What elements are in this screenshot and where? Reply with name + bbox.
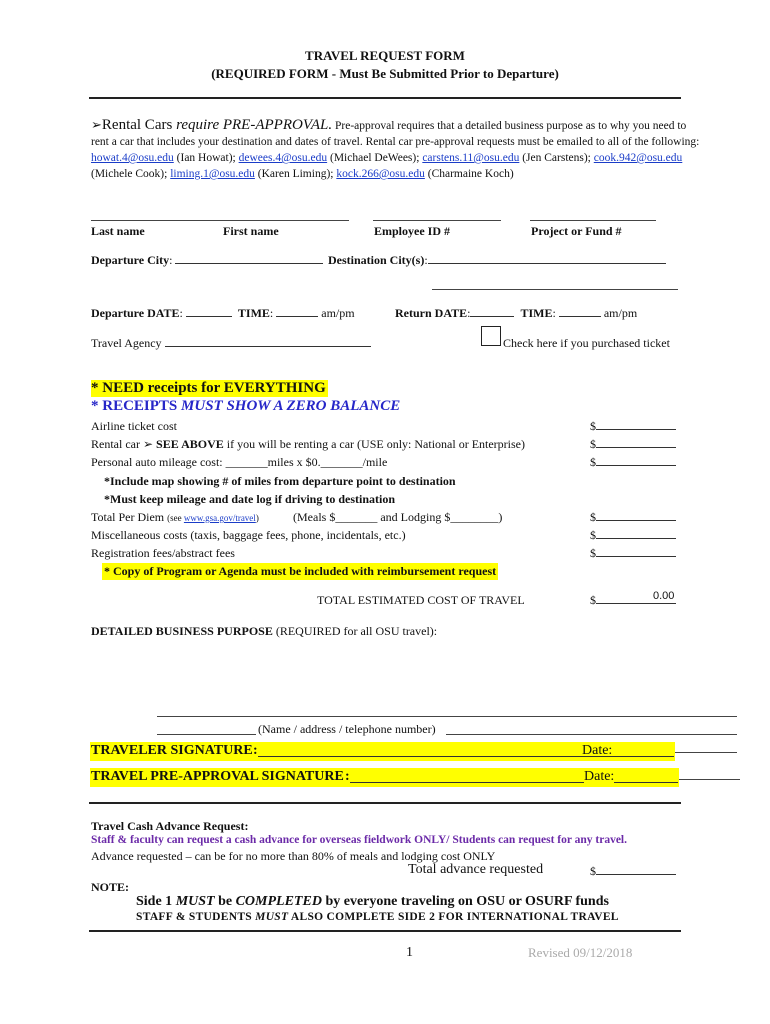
last-name-label: Last name [91, 224, 145, 238]
email-link-cook[interactable]: cook.942@osu.edu [593, 152, 683, 164]
form-title: TRAVEL REQUEST FORM [305, 48, 465, 63]
airline-cost-label: Airline ticket cost [91, 419, 177, 433]
employee-id-field-line[interactable] [373, 220, 501, 221]
departure-city-row: Departure City: [91, 253, 323, 268]
arrow-icon: ➢ [142, 437, 154, 451]
rental-cost-label: Rental car ➢ SEE ABOVE if you will be renting a car (USE only: National or Enterprise) [91, 437, 525, 451]
first-name-label: First name [223, 224, 279, 238]
return-time-field[interactable] [559, 316, 601, 317]
name-address-line-right[interactable] [446, 734, 737, 735]
advance-limit-note: Advance requested – can be for no more than 80% of meals and lodging cost ONLY [91, 849, 496, 863]
purchased-ticket-checkbox[interactable] [481, 326, 501, 346]
destination-city-field-2[interactable] [432, 289, 678, 290]
travel-agency-row: Travel Agency [91, 336, 371, 351]
purchased-ticket-label: Check here if you purchased ticket [503, 336, 670, 350]
project-fund-label: Project or Fund # [531, 224, 622, 238]
return-date-field[interactable] [470, 316, 514, 317]
mileage-cost-label: Personal auto mileage cost: _______miles x $0._______/mile [91, 455, 388, 469]
return-date-row: Return DATE: TIME: am/pm [395, 306, 638, 320]
map-note: *Include map showing # of miles from departure point to destination [104, 474, 456, 488]
zero-balance-notice: * RECEIPTS MUST SHOW A ZERO BALANCE [91, 398, 401, 414]
departure-date-field[interactable] [186, 316, 232, 317]
form-subtitle: (REQUIRED FORM - Must Be Submitted Prior to Departure) [211, 66, 559, 81]
misc-amount-field[interactable]: $ [590, 528, 676, 543]
mileage-amount-field[interactable]: $ [590, 455, 676, 470]
gsa-travel-link[interactable]: www.gsa.gov/travel [183, 513, 256, 523]
airline-amount-field[interactable]: $ [590, 419, 676, 434]
total-advance-field[interactable]: $ [590, 864, 676, 879]
name-address-line-left[interactable] [157, 734, 256, 735]
total-amount-field[interactable]: $ [590, 593, 676, 608]
mileage-log-note: *Must keep mileage and date log if driving to destination [104, 492, 396, 506]
page-number: 1 [406, 945, 413, 960]
traveler-date-line-ext [675, 752, 737, 753]
side2-requirement: STAFF & STUDENTS MUST ALSO COMPLETE SIDE 2 FOR INTERNATIONAL TRAVEL [136, 911, 619, 923]
name-field-line[interactable] [91, 220, 349, 221]
footer-divider [89, 930, 681, 932]
email-link-dewees[interactable]: dewees.4@osu.edu [238, 152, 328, 164]
total-estimated-label: TOTAL ESTIMATED COST OF TRAVEL [317, 593, 525, 607]
preapproval-date-line-ext [679, 779, 740, 780]
departure-time-field[interactable] [276, 316, 318, 317]
cash-advance-heading: Travel Cash Advance Request: [91, 819, 249, 833]
header-divider [89, 97, 681, 99]
preapproval-date-field[interactable] [614, 768, 678, 783]
receipts-notice: * NEED receipts for EVERYTHING [91, 380, 326, 396]
email-link-howat[interactable]: howat.4@osu.edu [91, 152, 174, 164]
rental-amount-field[interactable]: $ [590, 437, 676, 452]
rental-heading: Rental Cars require PRE-APPROVAL. [101, 117, 333, 133]
traveler-signature-row: TRAVELER SIGNATURE : Date: [90, 742, 675, 761]
registration-cost-label: Registration fees/abstract fees [91, 546, 235, 560]
email-link-carstens[interactable]: carstens.11@osu.edu [422, 152, 520, 164]
destination-city-row: Destination City(s): [328, 253, 666, 268]
total-advance-label: Total advance requested [408, 862, 544, 877]
email-link-koch[interactable]: kock.266@osu.edu [336, 168, 425, 180]
cash-advance-eligibility: Staff & faculty can request a cash advance for overseas fieldwork ONLY/ Students can request for any travel. [91, 834, 628, 846]
departure-date-row: Departure DATE: TIME: am/pm [91, 306, 355, 320]
preapproval-signature-row: TRAVEL PRE-APPROVAL SIGNATURE : Date: [90, 768, 679, 787]
note-label: NOTE: [91, 880, 130, 894]
total-amount-value: 0.00 [653, 590, 675, 602]
project-fund-field-line[interactable] [530, 220, 656, 221]
email-link-liming[interactable]: liming.1@osu.edu [170, 168, 255, 180]
signature-divider [89, 802, 681, 804]
bullet-arrow-icon: ➢ [91, 117, 102, 132]
travel-agency-field[interactable] [165, 346, 371, 347]
traveler-date-field[interactable] [612, 742, 674, 757]
program-agenda-note: * Copy of Program or Agenda must be included with reimbursement request [104, 564, 497, 578]
rental-car-notice: ➢Rental Cars require PRE-APPROVAL. Pre-approval requires that a detailed business purpose as to why you need to rent a car that includes your destination and dates of travel. Rental car pre-approval requests must be emailed to all of the following: howat.4@osu.edu (Ian Howat); dewees.4@osu.edu (Michael DeWees); carstens.11@osu.edu (Jen Carstens); cook.942@osu.edu (Michele Cook); liming.1@osu.edu (Karen Liming); kock.266@osu.edu (Charmaine Koch) [91, 117, 700, 180]
meals-lodging-fields[interactable]: (Meals $_______ and Lodging $________) [293, 510, 503, 524]
per-diem-label: Total Per Diem (see www.gsa.gov/travel) [91, 510, 259, 524]
departure-city-field[interactable] [175, 263, 323, 264]
preapproval-signature-field[interactable] [350, 768, 584, 783]
registration-amount-field[interactable]: $ [590, 546, 676, 561]
destination-city-field[interactable] [428, 263, 666, 264]
per-diem-amount-field[interactable]: $ [590, 510, 676, 525]
business-purpose-label: DETAILED BUSINESS PURPOSE (REQUIRED for all OSU travel): [91, 624, 438, 638]
employee-id-label: Employee ID # [374, 224, 450, 238]
misc-cost-label: Miscellaneous costs (taxis, baggage fees, phone, incidentals, etc.) [91, 528, 406, 542]
name-address-label: (Name / address / telephone number) [258, 722, 436, 736]
side1-requirement: Side 1 MUST be COMPLETED by everyone traveling on OSU or OSURF funds [136, 894, 609, 909]
business-purpose-field[interactable] [157, 716, 737, 717]
revised-date: Revised 09/12/2018 [528, 945, 633, 960]
